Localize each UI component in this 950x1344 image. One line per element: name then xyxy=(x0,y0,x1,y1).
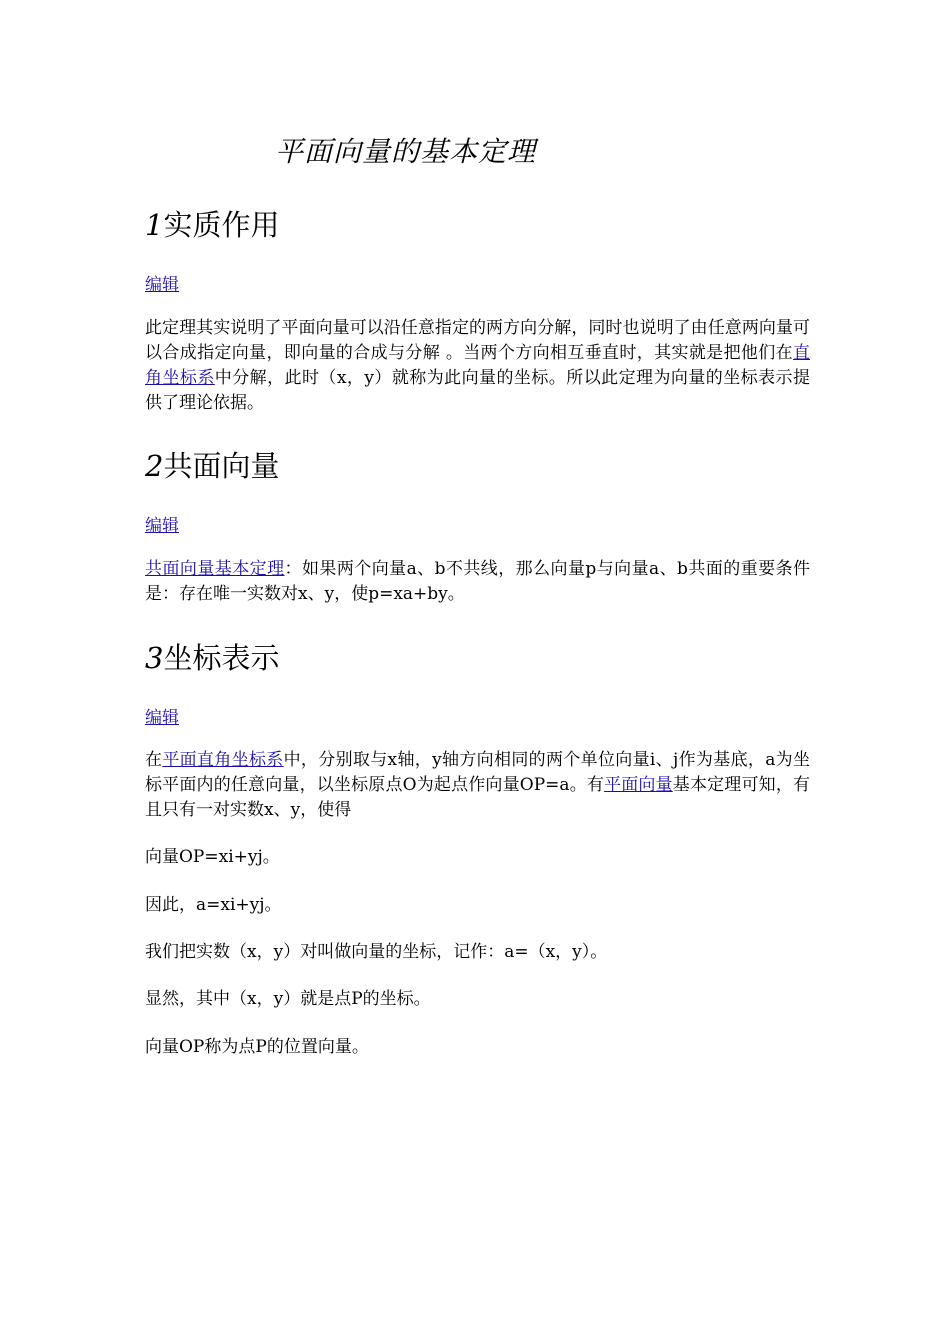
section-1-title: 实质作用 xyxy=(163,208,280,242)
section-3-line-1: 向量OP=xi+yj。 xyxy=(145,847,280,867)
section-2-edit-link[interactable]: 编辑 xyxy=(145,516,179,536)
section-3-paragraph: 在平面直角坐标系中，分别取与x轴，y轴方向相同的两个单位向量i、j作为基底，a为坐标平面内的任意向量，以坐标原点O为起点作向量OP=a。有平面向量基本定理可知，有且只有一对实数x、y，使得 xyxy=(145,750,811,820)
section-1-heading xyxy=(145,203,279,244)
section-3-title: 坐标表示 xyxy=(163,641,280,675)
section-1-edit-link[interactable]: 编辑 xyxy=(145,275,179,295)
section-3-line-5: 向量OP称为点P的位置向量。 xyxy=(145,1037,369,1057)
section-2-heading xyxy=(145,444,279,485)
link-coplanar-vector-theorem[interactable]: 共面向量基本定理 xyxy=(145,559,285,579)
section-3-line-3: 我们把实数（x，y）对叫做向量的坐标，记作：a=（x，y）。 xyxy=(145,942,608,962)
section-3-number: 3 xyxy=(145,641,164,675)
section-1-paragraph: 此定理其实说明了平面向量可以沿任意指定的两方向分解，同时也说明了由任意两向量可以合成指定向量，即向量的合成与分解 。当两个方向相互垂直时，其实就是把他们在直角坐标系中分解，此时（x，y）就称为此向量的坐标。所以此定理为向量的坐标表示提供了理论依据。 xyxy=(145,318,810,413)
section-3-line-2: 因此，a=xi+yj。 xyxy=(145,895,282,915)
document-title: 平面向量的基本定理 xyxy=(275,135,537,168)
link-rectangular-coordinate-system[interactable]: 直角坐标系 xyxy=(145,343,810,388)
section-3-line-4: 显然，其中（x，y）就是点P的坐标。 xyxy=(145,989,431,1009)
section-1-number: 1 xyxy=(145,208,164,242)
section-2-paragraph: 共面向量基本定理：如果两个向量a、b不共线，那么向量p与向量a、b共面的重要条件是：存在唯一实数对x、y，使p=xa+by。 xyxy=(145,559,811,604)
section-3-edit-link[interactable]: 编辑 xyxy=(145,708,179,728)
link-plane-rectangular-coordinate-system[interactable]: 平面直角坐标系 xyxy=(162,750,284,770)
section-2-title: 共面向量 xyxy=(163,449,280,483)
section-2-number: 2 xyxy=(145,449,164,483)
link-plane-vector[interactable]: 平面向量 xyxy=(604,775,673,795)
section-3-heading xyxy=(145,636,279,677)
